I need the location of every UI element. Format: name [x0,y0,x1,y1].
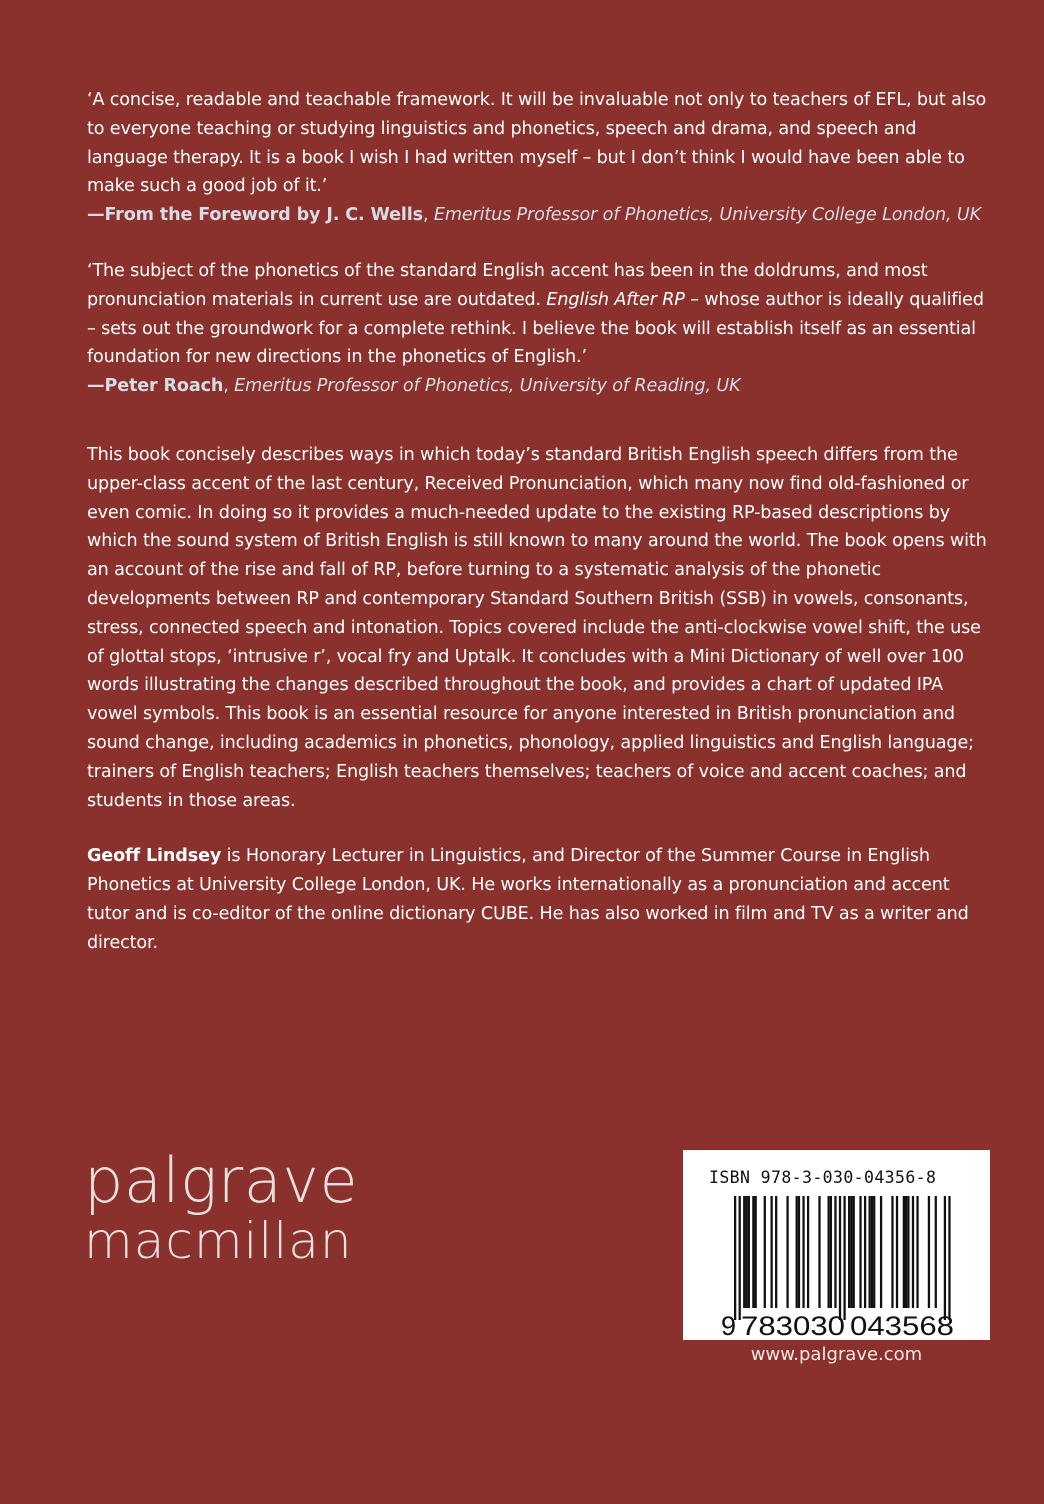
isbn-barcode [683,1150,990,1340]
barcode-bar [880,1196,882,1308]
barcode-bar [869,1196,871,1308]
attribution-role: Emeritus Professor of Phonetics, University College London, UK [433,205,981,226]
attribution-name: —From the Foreword by J. C. Wells [87,205,423,226]
barcode-bar [935,1196,937,1308]
barcode-bar [873,1196,875,1308]
quote-roach [87,257,989,401]
barcode-bar [928,1196,930,1308]
quote-wells [87,86,989,230]
barcode-bar [912,1196,914,1308]
isbn-label: ISBN 978-3-030-04356-8 [709,1168,937,1187]
barcode-bar [786,1196,788,1308]
quote-text [87,257,989,372]
barcode-bar [871,1196,873,1308]
barcode-bar [905,1196,907,1308]
barcode-bar [748,1196,750,1308]
barcode-bar [834,1196,836,1308]
back-cover-text [87,86,989,958]
barcode-bar [859,1196,861,1308]
barcode-bar [752,1196,754,1308]
barcode-bar [948,1196,950,1320]
barcode-bar [743,1196,745,1308]
barcode-bar [734,1196,736,1320]
barcode-bar [944,1196,946,1320]
quote-text-before: ‘The subject of the phonetics of the standard English accent has been in the doldrums, and most pronunciation materials in current use are outdated. [87,260,928,310]
barcode-bar [896,1196,898,1308]
author-name: Geoff Lindsey [87,846,222,867]
barcode-left-digits: 783030 [741,1311,845,1340]
barcode-bar [903,1196,905,1308]
barcode-bar [770,1196,772,1308]
book-title: English After RP [546,289,685,310]
barcode-bar [798,1196,800,1308]
publisher-logo-line2: macmillan [84,1212,353,1270]
barcode-bar [818,1196,820,1308]
barcode-bar [739,1196,741,1320]
barcode-bar [807,1196,809,1308]
barcode-bar [764,1196,766,1308]
barcode-first-digit: 9 [721,1311,737,1340]
barcode-bar [796,1196,798,1308]
publisher-logo [84,1144,359,1270]
barcode-bar [907,1196,909,1308]
barcode-bar [850,1196,852,1308]
barcode-bar [745,1196,747,1308]
quote-text: ‘A concise, readable and teachable framework. It will be invaluable not only to teachers of EFL, but also to everyone teaching or studying linguistics and phonetics, speech and drama, and speech and language therapy. It is a book I wish I had written myself – but I don’t think I would have been able to make such a good job of it.’ [87,90,987,197]
barcode-bar [827,1196,829,1308]
barcode-right-digits: 043568 [850,1311,954,1340]
barcode-bar [843,1196,845,1320]
barcode-bar [891,1196,893,1308]
book-description: This book concisely describes ways in which today’s standard British English speech differs from the upper-class accent of the last century, Received Pronunciation, which many now find old-fashioned or even comic. In doing so it provides a much-needed update to the existing RP-based descriptions by which the sound system of British English is still known to many around the world. The book opens with an account of the rise and fall of RP, before turning to a systematic analysis of the phonetic developments between RP and contemporary Standard Southern British (SSB) in vowels, consonants, stress, connected speech and intonation. Topics covered include the anti-clockwise vowel shift, the use of glottal stops, ‘intrusive r’, vocal fry and Uptalk. It concludes with a Mini Dictionary of well over 100 words illustrating the changes described throughout the book, and provides a chart of updated IPA vowel symbols. This book is an essential resource for anyone interested in British pronunciation and sound change, including academics in phonetics, phonology, applied linguistics and English language; trainers of English teachers; English teachers themselves; teachers of voice and accent coaches; and students in those areas. [87,444,987,811]
barcode-graphic [683,1150,990,1340]
quote-attribution: —From the Foreword by J. C. Wells, Emeritus Professor of Phonetics, University College London, UK [87,205,981,226]
barcode-bar [839,1196,841,1320]
barcode-bar [830,1196,832,1308]
attribution-name: —Peter Roach [87,376,224,397]
publisher-logo-line1: palgrave [84,1144,359,1217]
attribution-role: Emeritus Professor of Phonetics, University of Reading, UK [234,376,741,397]
barcode-bar [802,1196,804,1308]
barcode-bar [864,1196,866,1308]
barcode-bar [775,1196,777,1308]
barcode-bar [848,1196,850,1308]
quote-attribution: —Peter Roach, Emeritus Professor of Phonetics, University of Reading, UK [87,376,741,397]
barcode-bar [853,1196,855,1308]
barcode-bar [755,1196,757,1308]
author-bio-text: is Honorary Lecturer in Linguistics, and Director of the Summer Course in English Phonetics at University College London, UK. He works internationally as a pronunciation and accent tutor and is co-editor of the online dictionary CUBE. He has also worked in film and TV as a writer and director. [87,846,969,953]
publisher-website: www.palgrave.com [750,1344,923,1365]
author-bio [87,842,989,957]
quote-text-after: – whose author is ideally qualified – sets out the groundwork for a complete rethink. I believe the book will establish itself as an essential foundation for new directions in the phonetics of English.’ [87,289,984,368]
barcode-bar [916,1196,918,1308]
